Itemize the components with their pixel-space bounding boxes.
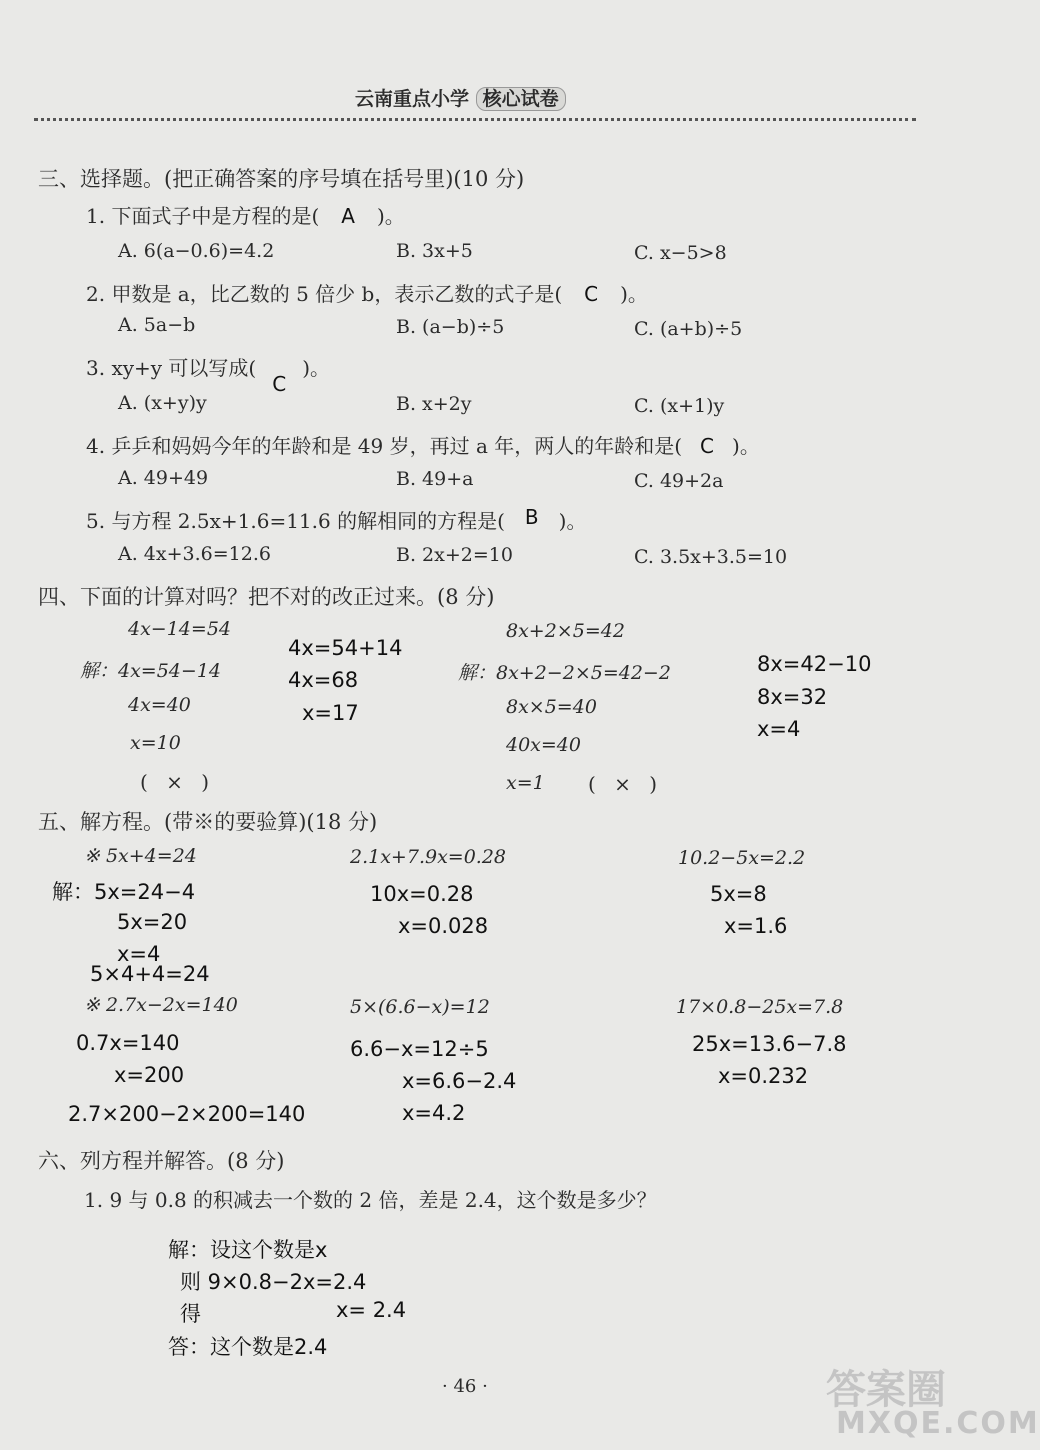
- q2-option-a: A. 5a−b: [118, 314, 196, 336]
- q1-answer: A: [341, 204, 355, 228]
- section4-title: 四、下面的计算对吗？把不对的改正过来。(8 分): [38, 585, 495, 609]
- s5-p2-work1: 10x=0.28: [370, 882, 474, 906]
- s5-p1-work2: 5x=20: [117, 910, 188, 934]
- s5-p2-work2: x=0.028: [398, 914, 489, 938]
- q3-option-b: B. x+2y: [396, 393, 472, 415]
- s5-p6-work1: 25x=13.6−7.8: [692, 1032, 847, 1056]
- s4-right-correction1: 8x=42−10: [757, 652, 872, 676]
- q3-option-c: C. (x+1)y: [634, 395, 725, 417]
- s5-p3-equation: 10.2−5x=2.2: [678, 847, 806, 869]
- s5-p4-work1: 0.7x=140: [76, 1031, 180, 1055]
- s4-right-line4: 40x=40: [506, 734, 581, 756]
- q4-answer: C: [700, 434, 715, 458]
- q3-stem: 3. xy+y 可以写成(C)。: [86, 356, 331, 396]
- q5-option-b: B. 2x+2=10: [396, 544, 513, 566]
- watermark-site: MXQE.COM: [836, 1406, 1040, 1441]
- s4-left-line3: 4x=40: [128, 694, 191, 716]
- header-divider: [34, 118, 916, 121]
- s5-p1-work1: 解：5x=24−4: [52, 880, 196, 904]
- s5-p6-work2: x=0.232: [718, 1064, 809, 1088]
- s5-p5-work2: x=6.6−2.4: [402, 1069, 517, 1093]
- s4-left-correction1: 4x=54+14: [288, 636, 403, 660]
- q5-answer: B: [524, 505, 539, 529]
- s6-question1: 1. 9 与 0.8 的积减去一个数的 2 倍，差是 2.4，这个数是多少？: [84, 1188, 657, 1212]
- q4-option-c: C. 49+2a: [634, 470, 724, 492]
- s5-p3-work1: 5x=8: [710, 882, 767, 906]
- section3-title: 三、选择题。(把正确答案的序号填在括号里)(10 分): [38, 167, 525, 191]
- s4-left-line4: x=10: [130, 732, 181, 754]
- s5-p6-equation: 17×0.8−25x=7.8: [676, 996, 844, 1018]
- s5-p5-equation: 5×(6.6−x)=12: [350, 996, 490, 1018]
- q4-option-a: A. 49+49: [118, 467, 209, 489]
- s5-p1-work4: 5×4+4=24: [90, 962, 210, 986]
- s4-right-mark: ( × ): [588, 772, 664, 796]
- s5-p1-equation: ※ 5x+4=24: [84, 845, 197, 867]
- header-title: [355, 84, 566, 111]
- s4-right-correction3: x=4: [757, 717, 801, 741]
- q5-stem: 5. 与方程 2.5x+1.6=11.6 的解相同的方程是( B )。: [86, 505, 587, 533]
- q5-option-a: A. 4x+3.6=12.6: [118, 543, 271, 565]
- s4-left-mark: ( × ): [140, 770, 216, 794]
- q2-stem: 2. 甲数是 a，比乙数的 5 倍少 b，表示乙数的式子是( C )。: [86, 282, 648, 306]
- q3-option-a: A. (x+y)y: [118, 392, 207, 414]
- s6-work1: 解：设这个数是x: [168, 1238, 328, 1262]
- q1-stem: 1. 下面式子中是方程的是( A )。: [86, 204, 405, 228]
- s6-work2: 则 9×0.8−2x=2.4: [180, 1270, 367, 1294]
- q2-option-b: B. (a−b)÷5: [396, 316, 505, 338]
- s4-left-correction3: x=17: [302, 701, 359, 725]
- q4-stem: 4. 乒乒和妈妈今年的年龄和是 49 岁，再过 a 年，两人的年龄和是( C )。: [86, 434, 760, 458]
- section5-title: 五、解方程。(带※的要验算)(18 分): [38, 810, 378, 834]
- header-title-part2: 核心试卷: [476, 87, 566, 111]
- header-title-part1: 云南重点小学: [355, 88, 470, 110]
- s5-p5-work3: x=4.2: [402, 1101, 466, 1125]
- s5-p5-work1: 6.6−x=12÷5: [350, 1037, 489, 1061]
- s5-p4-work2: x=200: [114, 1063, 185, 1087]
- page-number: · 46 ·: [442, 1376, 488, 1397]
- q1-option-b: B. 3x+5: [396, 240, 473, 262]
- s6-work4: x= 2.4: [336, 1298, 407, 1322]
- s5-p1-work3: x=4: [117, 942, 161, 966]
- s4-right-line2: 解：8x+2−2×5=42−2: [458, 662, 671, 684]
- s4-right-line5: x=1: [506, 772, 545, 794]
- s6-answer: 答：这个数是2.4: [168, 1335, 328, 1359]
- s5-p4-equation: ※ 2.7x−2x=140: [84, 994, 238, 1016]
- watermark-logo: 答案圈: [826, 1367, 946, 1413]
- q1-option-a: A. 6(a−0.6)=4.2: [118, 240, 275, 262]
- s5-p4-work3: 2.7×200−2×200=140: [68, 1102, 306, 1126]
- s4-right-line3: 8x×5=40: [506, 696, 597, 718]
- q5-option-c: C. 3.5x+3.5=10: [634, 546, 788, 568]
- s5-p3-work2: x=1.6: [724, 914, 788, 938]
- s4-left-line2: 解：4x=54−14: [80, 660, 221, 682]
- q1-option-c: C. x−5>8: [634, 242, 727, 264]
- s5-p2-equation: 2.1x+7.9x=0.28: [350, 846, 507, 868]
- q3-answer: C: [272, 372, 287, 396]
- s6-work3: 得: [180, 1302, 201, 1326]
- q2-answer: C: [584, 282, 599, 306]
- s4-right-line1: 8x+2×5=42: [506, 620, 625, 642]
- s4-left-line1: 4x−14=54: [128, 618, 231, 640]
- q4-option-b: B. 49+a: [396, 468, 474, 490]
- s4-right-correction2: 8x=32: [757, 685, 828, 709]
- q2-option-c: C. (a+b)÷5: [634, 318, 743, 340]
- s4-left-correction2: 4x=68: [288, 668, 359, 692]
- section6-title: 六、列方程并解答。(8 分): [38, 1149, 285, 1173]
